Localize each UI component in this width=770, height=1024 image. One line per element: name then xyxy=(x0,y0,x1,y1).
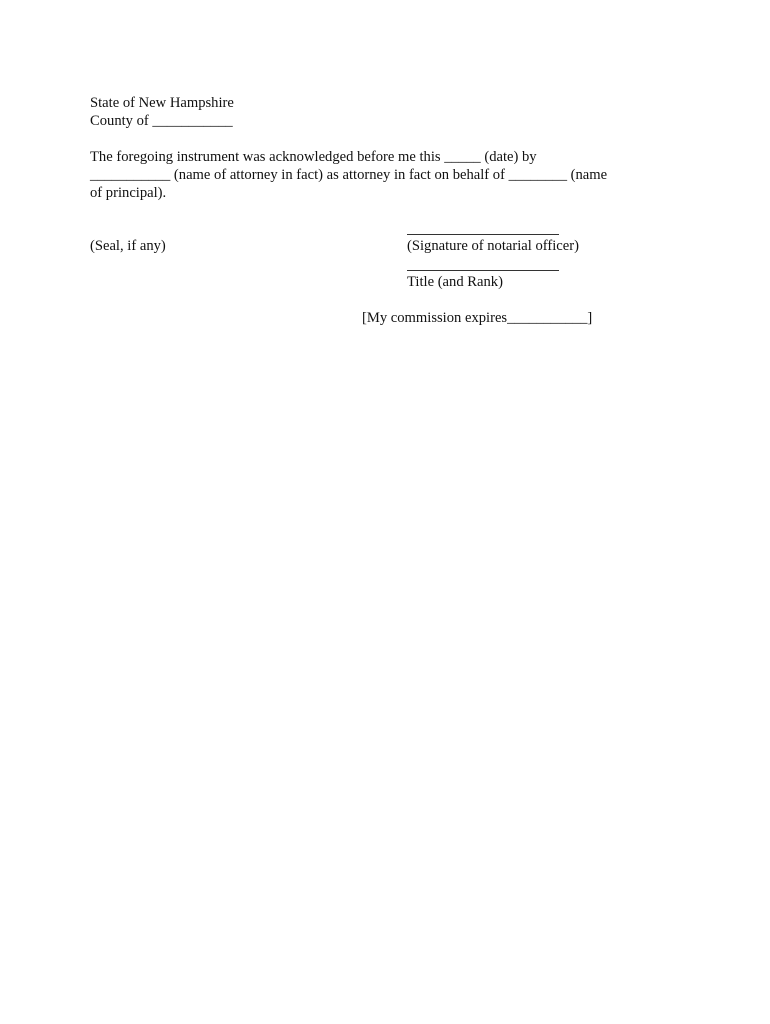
signature-label: (Signature of notarial officer) xyxy=(407,238,579,254)
seal-label: (Seal, if any) xyxy=(90,238,166,254)
title-label: Title (and Rank) xyxy=(407,274,503,290)
acknowledgment-text-line-2: ___________ (name of attorney in fact) as attorney in fact on behalf of ________ (name xyxy=(90,167,608,183)
signature-rule xyxy=(407,234,559,235)
county-line: County of ___________ xyxy=(90,113,233,129)
acknowledgment-text-line-1: The foregoing instrument was acknowledged before me this _____ (date) by xyxy=(90,149,537,165)
title-rule xyxy=(407,270,559,271)
acknowledgment-text-line-3: of principal). xyxy=(90,185,167,201)
state-heading: State of New Hampshire xyxy=(90,95,234,111)
commission-expires-line: [My commission expires___________] xyxy=(362,310,593,326)
